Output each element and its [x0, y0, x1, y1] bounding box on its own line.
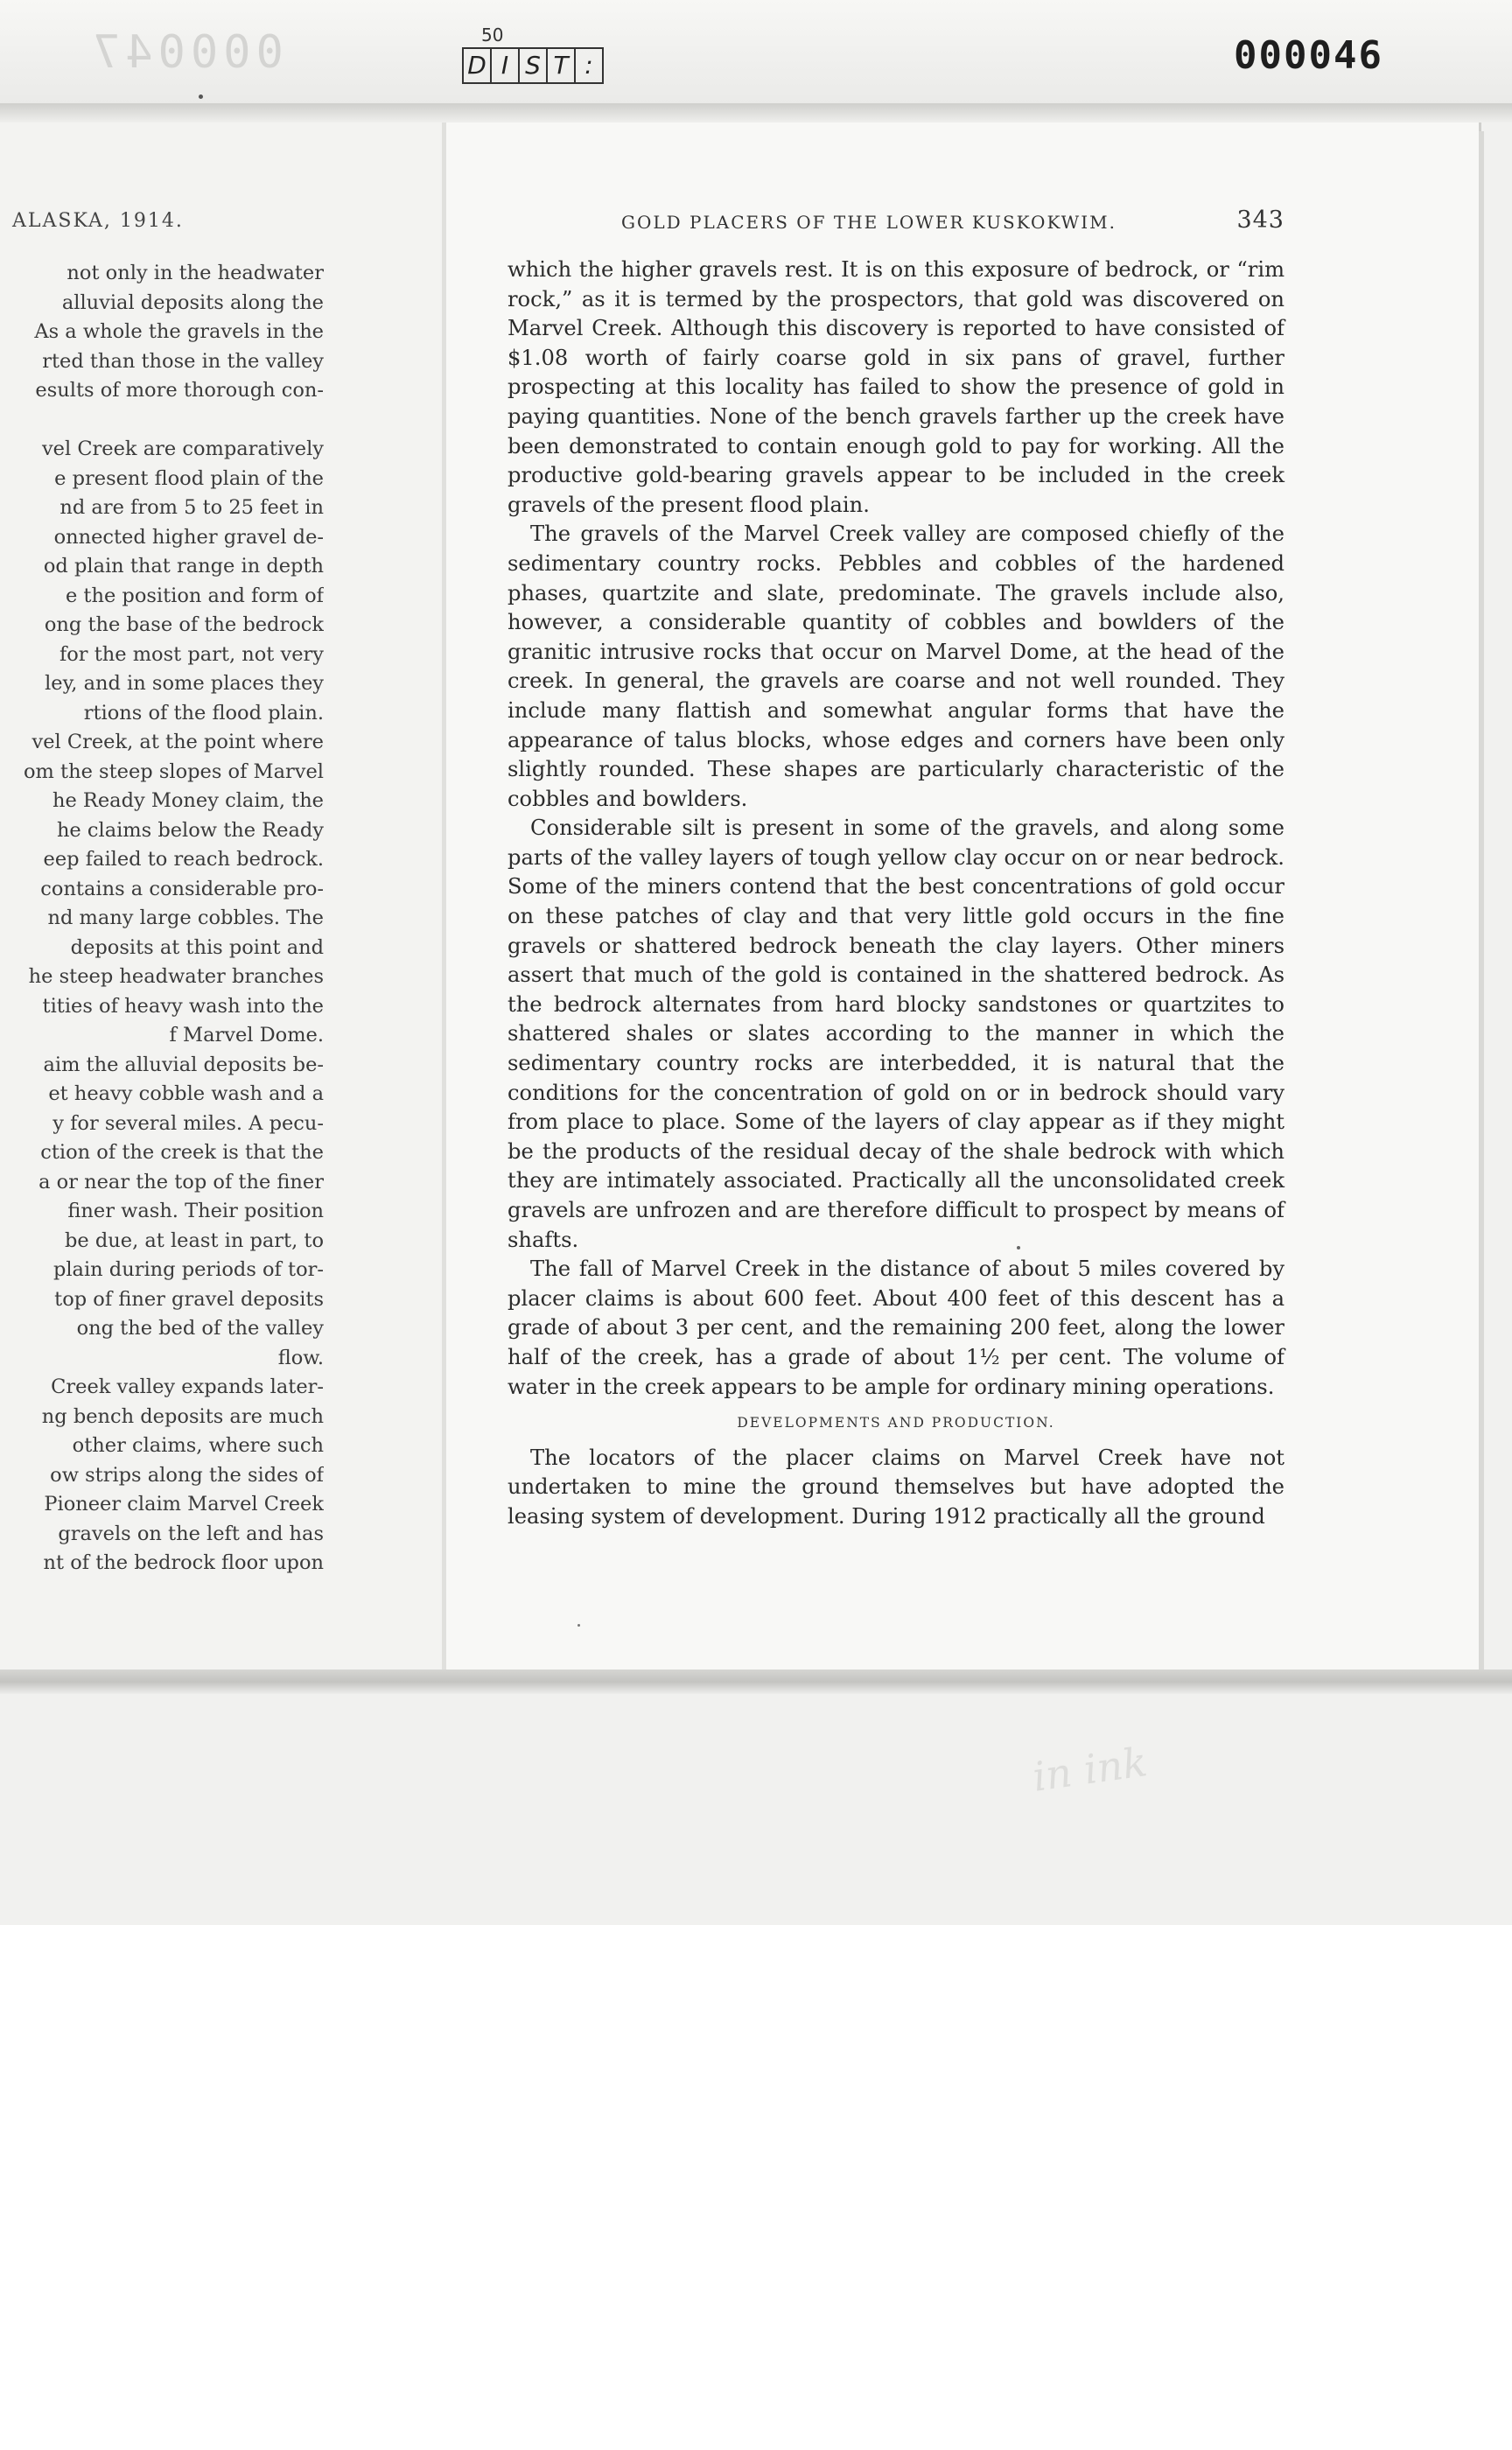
left-text-line: vel Creek are comparatively: [41, 438, 324, 460]
paragraph: The gravels of the Marvel Creek valley are composed chiefly of the sedimentary country rocks. Pebbles and cobbles of the hardened phases, quartzite and slate, predominate. The gravels include also, however, a considerable quantity of cobbles and bowlders of the granitic intrusive rocks that occur on Marvel Dome, at the head of the creek. In general, the gravels are coarse and not well rounded. They include many flattish and somewhat angular forms that have the appearance of talus blocks, whose edges and corners have been only slightly rounded. These shapes are particularly characteristic of the cobbles and bowlders.: [508, 522, 1284, 811]
left-text-line: nd many large cobbles. The: [47, 906, 324, 929]
left-text-line: As a whole the gravels in the: [34, 320, 324, 343]
left-text-line: for the most part, not very: [59, 642, 324, 666]
left-text-line: ng bench deposits are much: [41, 1404, 324, 1428]
left-text-line: not only in the headwater: [66, 262, 324, 284]
fold-shadow-bottom: [0, 1670, 1512, 1694]
left-page-header: ALASKA, 1914.: [12, 210, 184, 232]
left-text-line: top of finer gravel deposits: [54, 1287, 324, 1311]
left-text-line: a or near the top of the finer: [38, 1170, 324, 1194]
stamp-number: 50: [481, 24, 504, 46]
stamp-box: T: [546, 47, 574, 84]
stamp-box: S: [518, 47, 546, 84]
left-text-line: flow.: [277, 1346, 324, 1369]
left-text-line: ong the bed of the valley: [76, 1317, 324, 1340]
paragraph: The fall of Marvel Creek in the distance of about 5 miles covered by placer claims is about 600 feet. About 400 feet of this descent has a grade of about 3 per cent, and the remaining 200 feet, along the lower half of the creek, has a grade of about 1½ per cent. The volume of water in the creek appears to be ample for ordinary mining operations.: [508, 1256, 1284, 1399]
left-text-line: tities of heavy wash into the: [42, 994, 324, 1018]
stamp-box: D: [462, 47, 490, 84]
stamp-box: I: [490, 47, 518, 84]
left-text-line: et heavy cobble wash and a: [48, 1082, 324, 1105]
left-text-line: he steep headwater branches: [28, 965, 324, 988]
speck: [1017, 1246, 1020, 1250]
left-text-line: e present flood plain of the: [54, 466, 324, 490]
left-text-line: nt of the bedrock floor upon: [43, 1551, 324, 1574]
running-head: [508, 206, 1284, 236]
left-text-line: ction of the creek is that the: [40, 1141, 324, 1164]
left-text-line: Creek valley expands later-: [51, 1376, 324, 1398]
left-text-line: aim the alluvial deposits be-: [43, 1053, 324, 1076]
stamp-box: :: [574, 47, 604, 84]
left-text-line: onnected higher gravel de-: [53, 525, 324, 549]
left-text-line: be due, at least in part, to: [64, 1228, 324, 1252]
left-text-line: ley, and in some places they: [45, 672, 324, 695]
paragraph: Considerable silt is present in some of the gravels, and along some parts of the valley layers of tough yellow clay occur on or near bedrock. Some of the miners contend that the best concentrations of gold occur on these patches of clay and that very little gold occurs in the fine gravels or shattered bedrock beneath the clay layers. Other miners assert that much of the gold is contained in the shattered bedrock. As the bedrock alternates from hard blocky sandstones or quartzites to shattered shales or slates according to the manner in which the sedimentary country rocks are interbedded, it is natural that the conditions for the concentration of gold on or in bedrock should vary from place to place. Some of the layers of clay appear as if they might be the products of the residual decay of the shale bedrock with which they are intimately associated. Practically all the unconsolidated creek gravels are unfrozen and are therefore difficult to prospect by means of shafts.: [508, 816, 1284, 1252]
section-heading: DEVELOPMENTS AND PRODUCTION.: [737, 1415, 1055, 1432]
left-text-line: gravels on the left and has: [58, 1522, 324, 1545]
paragraph: which the higher gravels rest. It is on this exposure of bedrock, or “rim rock,” as it is termed by the prospectors, that gold was discovered on Marvel Creek. Although this discovery is reported to have consisted of $1.08 worth of fairly coarse gold in six pans of gravel, further prospecting at this locality has failed to show the presence of gold in paying quantities. None of the bench gravels farther up the creek have been demonstrated to contain enough gold to pay for working. All the productive gold-bearing gravels appear to be included in the creek gravels of the present flood plain.: [508, 257, 1284, 517]
paragraph: The locators of the placer claims on Marvel Creek have not undertaken to mine the ground themselves but have adopted the leasing system of development. During 1912 practically all the ground: [508, 1445, 1284, 1529]
left-text-line: alluvial deposits along the: [61, 290, 324, 314]
stamp-boxes: [462, 47, 604, 84]
left-text-line: he claims below the Ready: [56, 818, 324, 842]
fold-shadow-top: [0, 103, 1512, 122]
running-title: GOLD PLACERS OF THE LOWER KUSKOKWIM.: [621, 212, 1116, 233]
left-text-line: rtions of the flood plain.: [83, 701, 324, 724]
document-number: 000046: [1234, 33, 1383, 78]
left-text-line: rted than those in the valley: [42, 349, 324, 373]
page-number: 343: [1236, 206, 1284, 234]
speck: [199, 94, 203, 99]
faint-scribble: in ink: [1029, 1738, 1151, 1801]
left-text-line: f Marvel Dome.: [169, 1024, 324, 1046]
mirrored-stamp-bleed: 000047: [88, 26, 284, 79]
left-text-line: esults of more thorough con-: [35, 379, 324, 402]
body-text: [508, 256, 1284, 1532]
left-text-line: contains a considerable pro-: [40, 877, 324, 900]
left-text-line: other claims, where such: [72, 1434, 324, 1457]
left-text-line: ong the base of the bedrock: [44, 613, 324, 636]
left-text-line: deposits at this point and: [70, 935, 324, 959]
left-text-line: plain during periods of tor-: [52, 1258, 324, 1281]
left-text-line: finer wash. Their position: [67, 1200, 324, 1222]
speck: [578, 1624, 580, 1627]
left-text-line: he Ready Money claim, the: [52, 789, 324, 812]
left-text-line: vel Creek, at the point where: [32, 731, 324, 753]
left-text-line: ow strips along the sides of: [50, 1463, 324, 1487]
left-page-text: [0, 259, 324, 1578]
left-text-line: y for several miles. A pecu-: [52, 1111, 324, 1135]
left-text-line: om the steep slopes of Marvel: [24, 760, 324, 783]
page-edge: [1479, 131, 1484, 1680]
left-text-line: nd are from 5 to 25 feet in: [60, 496, 324, 519]
left-text-line: eep failed to reach bedrock.: [43, 848, 324, 871]
left-text-line: e the position and form of: [65, 584, 324, 607]
left-text-line: [0, 406, 324, 436]
left-text-line: od plain that range in depth: [43, 555, 324, 578]
left-text-line: Pioneer claim Marvel Creek: [44, 1493, 324, 1516]
